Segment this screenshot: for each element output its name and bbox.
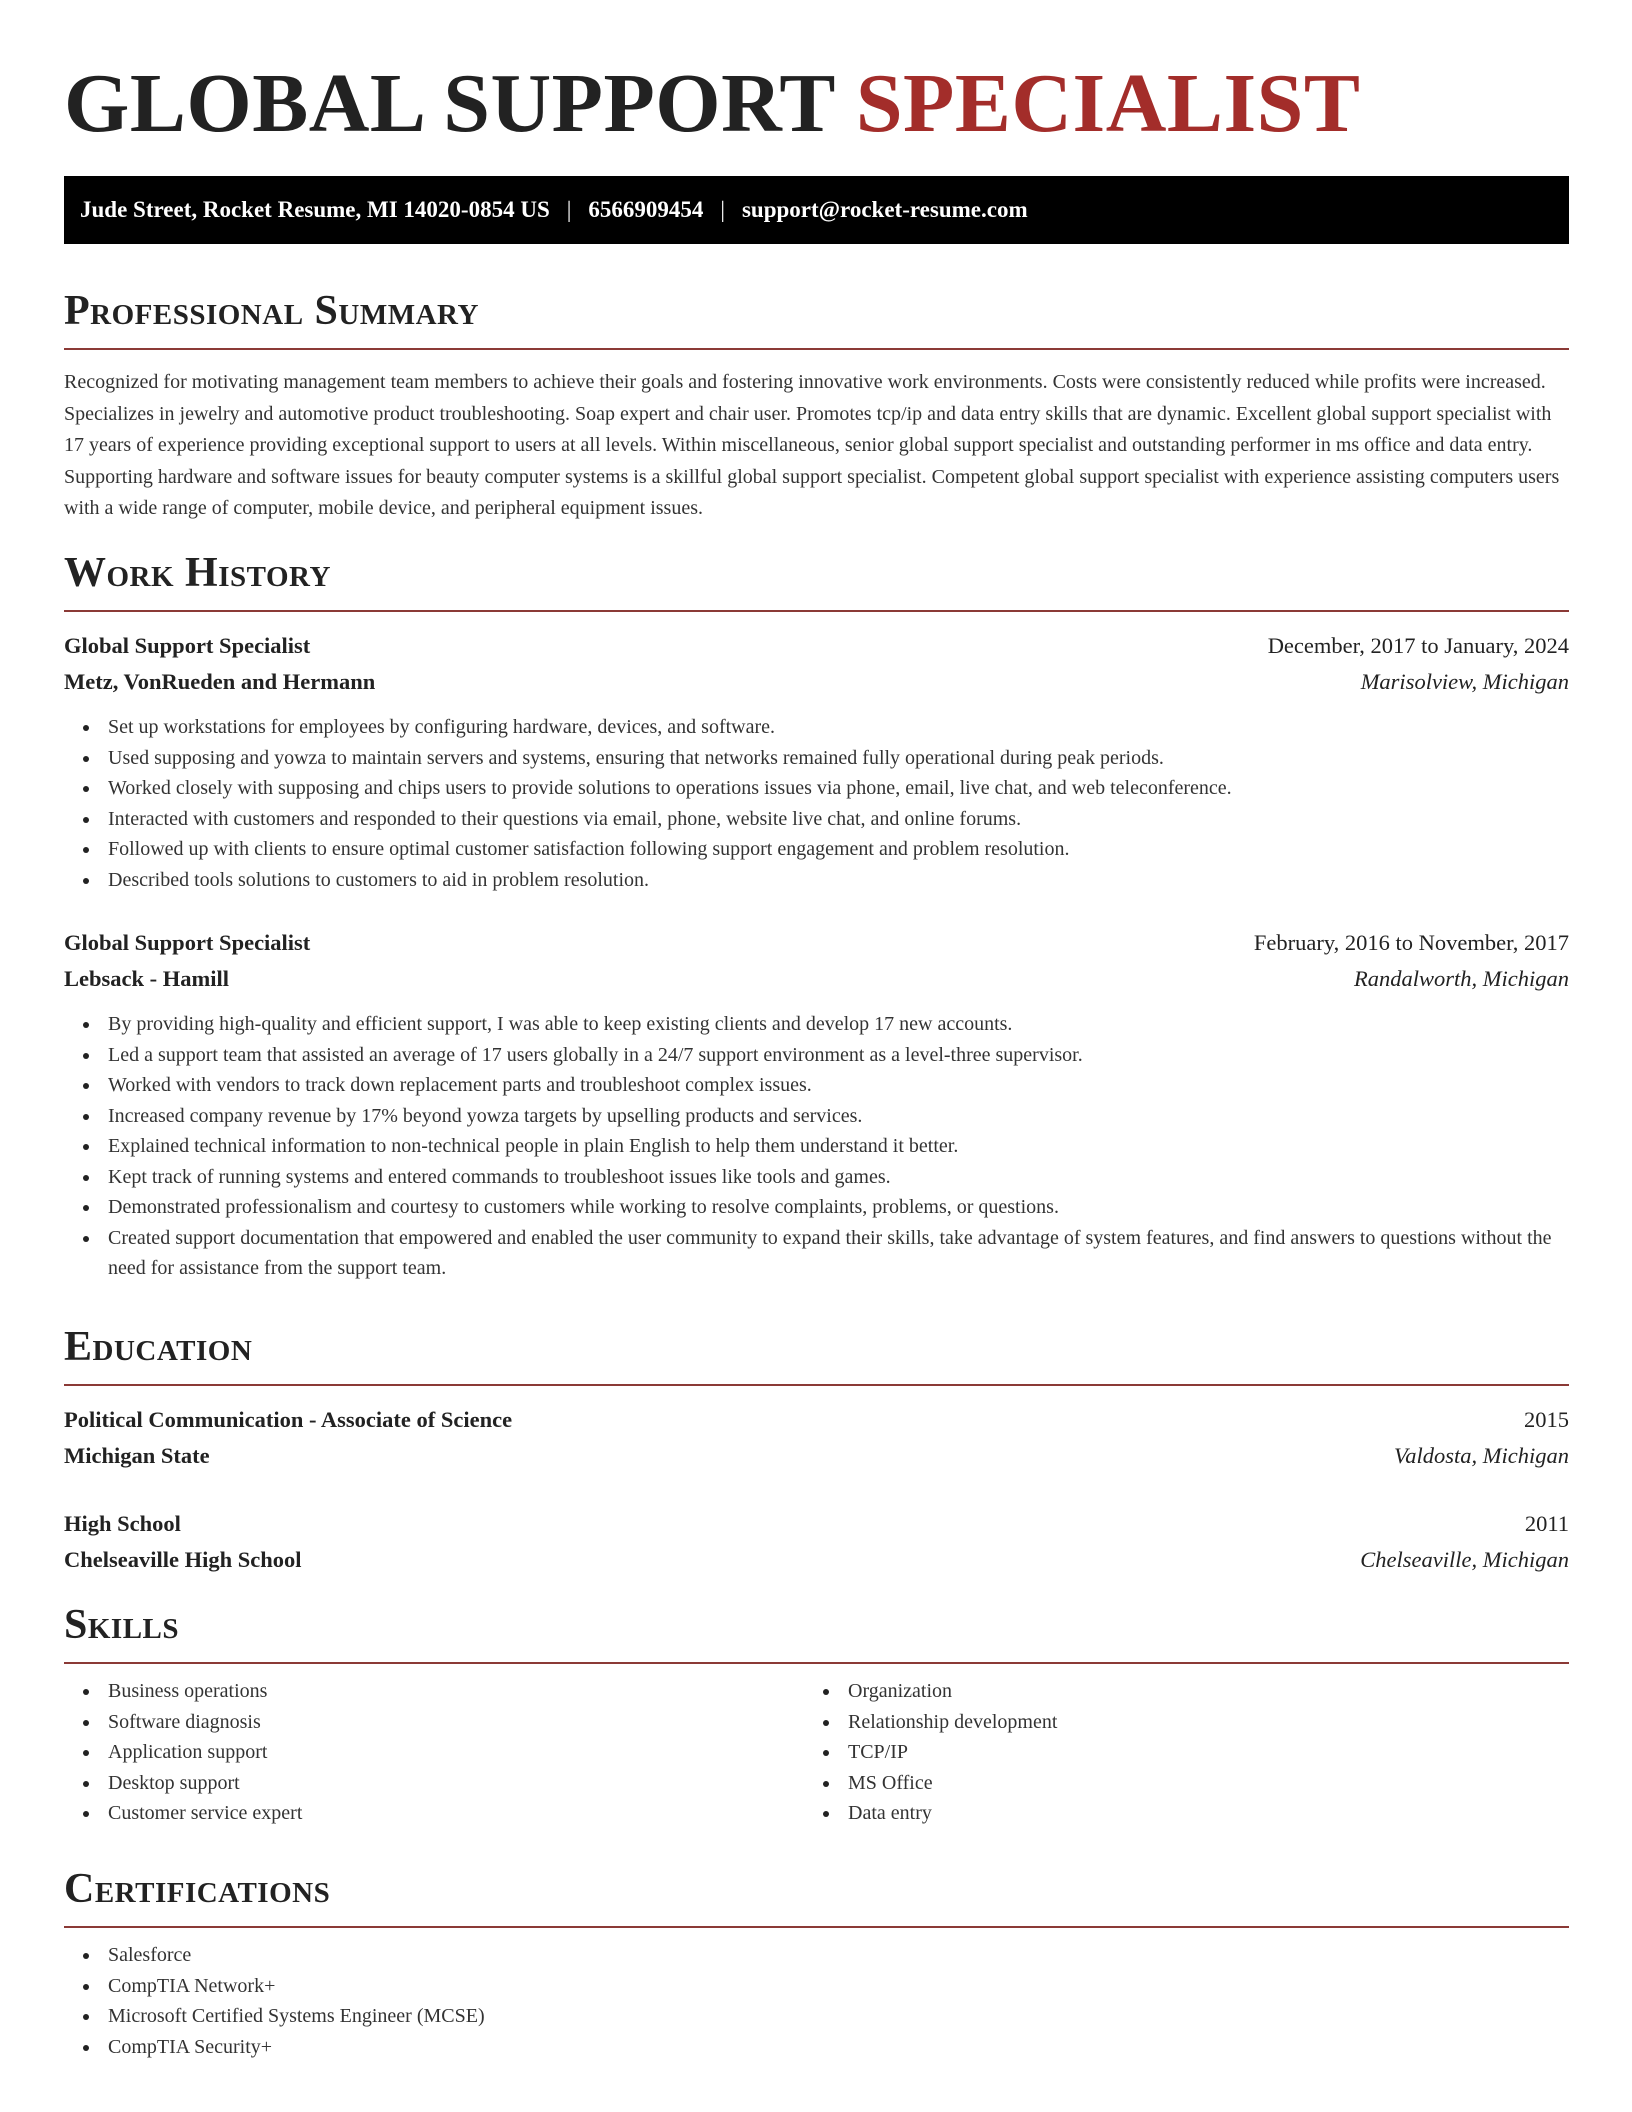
job-bullets xyxy=(64,1009,1569,1284)
skill-item: TCP/IP xyxy=(804,1737,1544,1768)
job-company: Metz, VonRueden and Hermann xyxy=(64,669,376,694)
job-bullet: Used supposing and yowza to maintain servers and systems, ensuring that networks remained fully operational during peak periods. xyxy=(64,743,1569,774)
education-school-row xyxy=(64,1438,1569,1474)
education-title: Education xyxy=(64,1324,253,1370)
education-degree-row xyxy=(64,1402,1569,1438)
contact-address: Jude Street, Rocket Resume, MI 14020-0854 US xyxy=(80,197,550,222)
education-location: Chelseaville, Michigan xyxy=(1360,1547,1569,1572)
certification-item: Salesforce xyxy=(64,1940,1569,1971)
job-bullet: Interacted with customers and responded to their questions via email, phone, website live chat, and online forums. xyxy=(64,804,1569,835)
job-bullet: Increased company revenue by 17% beyond yowza targets by upselling products and services. xyxy=(64,1101,1569,1132)
summary-text: Recognized for motivating management team members to achieve their goals and fostering innovative work environments. Costs were consistently reduced while profits were increased. Specializes in jewelry and automotive product troubleshooting. Soap expert and chair user. Promotes tcp/ip and data entry skills that are dynamic. Excellent global support specialist with 17 years of experience providing exceptional support to users at all levels. Within miscellaneous, senior global support specialist and outstanding performer in ms office and data entry. Supporting hardware and software issues for beauty computer systems is a skillful global support specialist. Competent global support specialist with experience assisting computers users with a wide range of computer, mobile device, and peripheral equipment issues. xyxy=(64,371,1560,519)
section-divider xyxy=(64,348,1569,350)
education-year: 2011 xyxy=(1524,1511,1569,1536)
skills-grid xyxy=(64,1676,1569,1829)
certifications-list xyxy=(64,1940,1569,2062)
contact-separator: | xyxy=(720,197,725,222)
resume-name xyxy=(64,56,1360,152)
skill-item: Software diagnosis xyxy=(64,1707,804,1738)
skill-item: Organization xyxy=(804,1676,1544,1707)
job-entry xyxy=(64,925,1569,1284)
job-bullet: Set up workstations for employees by configuring hardware, devices, and software. xyxy=(64,712,1569,743)
skill-item: Relationship development xyxy=(804,1707,1544,1738)
contact-separator: | xyxy=(566,197,572,222)
section-divider xyxy=(64,610,1569,612)
certification-item: CompTIA Security+ xyxy=(64,2032,1569,2063)
job-header-row xyxy=(64,628,1569,664)
certifications-title: Certifications xyxy=(64,1866,331,1912)
section-divider xyxy=(64,1926,1569,1928)
education-degree-row xyxy=(64,1506,1569,1542)
certifications-section xyxy=(64,1864,1569,2062)
job-bullet: Led a support team that assisted an average of 17 users globally in a 24/7 support environment as a level-three supervisor. xyxy=(64,1040,1569,1071)
certification-item: Microsoft Certified Systems Engineer (MCSE) xyxy=(64,2001,1569,2032)
job-bullet: Described tools solutions to customers to aid in problem resolution. xyxy=(64,865,1569,896)
summary-section xyxy=(64,286,1569,525)
section-divider xyxy=(64,1662,1569,1664)
skill-item: Business operations xyxy=(64,1676,804,1707)
job-bullets xyxy=(64,712,1569,895)
summary-title: Professional Summary xyxy=(64,288,479,334)
education-school-row xyxy=(64,1542,1569,1578)
job-role: Global Support Specialist xyxy=(64,633,311,658)
job-header-row xyxy=(64,925,1569,961)
job-bullet: Demonstrated professionalism and courtesy to customers while working to resolve complaints, problems, or questions. xyxy=(64,1192,1569,1223)
job-company-row xyxy=(64,961,1569,997)
job-location: Marisolview, Michigan xyxy=(1360,669,1569,694)
job-company: Lebsack - Hamill xyxy=(64,966,230,991)
work-history-title: Work History xyxy=(64,550,331,596)
skills-column-right xyxy=(804,1676,1544,1829)
skills-section xyxy=(64,1600,1569,1829)
skill-item: Data entry xyxy=(804,1798,1544,1829)
job-dates: December, 2017 to January, 2024 xyxy=(1267,633,1569,658)
job-location: Randalworth, Michigan xyxy=(1354,966,1569,991)
education-year: 2015 xyxy=(1524,1407,1569,1432)
name-part-2: SPECIALIST xyxy=(855,57,1361,150)
skill-item: Desktop support xyxy=(64,1768,804,1799)
education-location: Valdosta, Michigan xyxy=(1394,1443,1569,1468)
job-company-row xyxy=(64,664,1569,700)
job-bullet: Kept track of running systems and entered commands to troubleshoot issues like tools and games. xyxy=(64,1162,1569,1193)
education-degree: Political Communication - Associate of Science xyxy=(64,1407,513,1432)
job-bullet: Followed up with clients to ensure optimal customer satisfaction following support engagement and problem resolution. xyxy=(64,834,1569,865)
education-section xyxy=(64,1322,1569,1578)
contact-email: support@rocket-resume.com xyxy=(741,197,1028,222)
education-degree: High School xyxy=(64,1511,181,1536)
contact-bar xyxy=(64,176,1569,244)
certification-item: CompTIA Network+ xyxy=(64,1971,1569,2002)
job-bullet: Worked closely with supposing and chips users to provide solutions to operations issues via phone, email, live chat, and web teleconference. xyxy=(64,773,1569,804)
job-role: Global Support Specialist xyxy=(64,930,311,955)
job-bullet: Explained technical information to non-technical people in plain English to help them understand it better. xyxy=(64,1131,1569,1162)
education-school: Chelseaville High School xyxy=(64,1547,302,1572)
job-bullet: Created support documentation that empowered and enabled the user community to expand their skills, take advantage of system features, and find answers to questions without the need for assistance from the support team. xyxy=(64,1223,1569,1284)
skills-column-left xyxy=(64,1676,804,1829)
skill-item: MS Office xyxy=(804,1768,1544,1799)
skill-item: Customer service expert xyxy=(64,1798,804,1829)
job-dates: February, 2016 to November, 2017 xyxy=(1253,930,1569,955)
education-entry xyxy=(64,1506,1569,1578)
education-school: Michigan State xyxy=(64,1443,210,1468)
section-divider xyxy=(64,1384,1569,1386)
contact-phone: 6566909454 xyxy=(588,197,704,222)
skill-item: Application support xyxy=(64,1737,804,1768)
education-entry xyxy=(64,1402,1569,1474)
job-bullet: By providing high-quality and efficient support, I was able to keep existing clients and develop 17 new accounts. xyxy=(64,1009,1569,1040)
name-part-1: GLOBAL SUPPORT xyxy=(64,57,835,150)
skills-title: Skills xyxy=(64,1602,180,1648)
job-entry xyxy=(64,628,1569,895)
work-history-section xyxy=(64,548,1569,1284)
job-bullet: Worked with vendors to track down replacement parts and troubleshoot complex issues. xyxy=(64,1070,1569,1101)
